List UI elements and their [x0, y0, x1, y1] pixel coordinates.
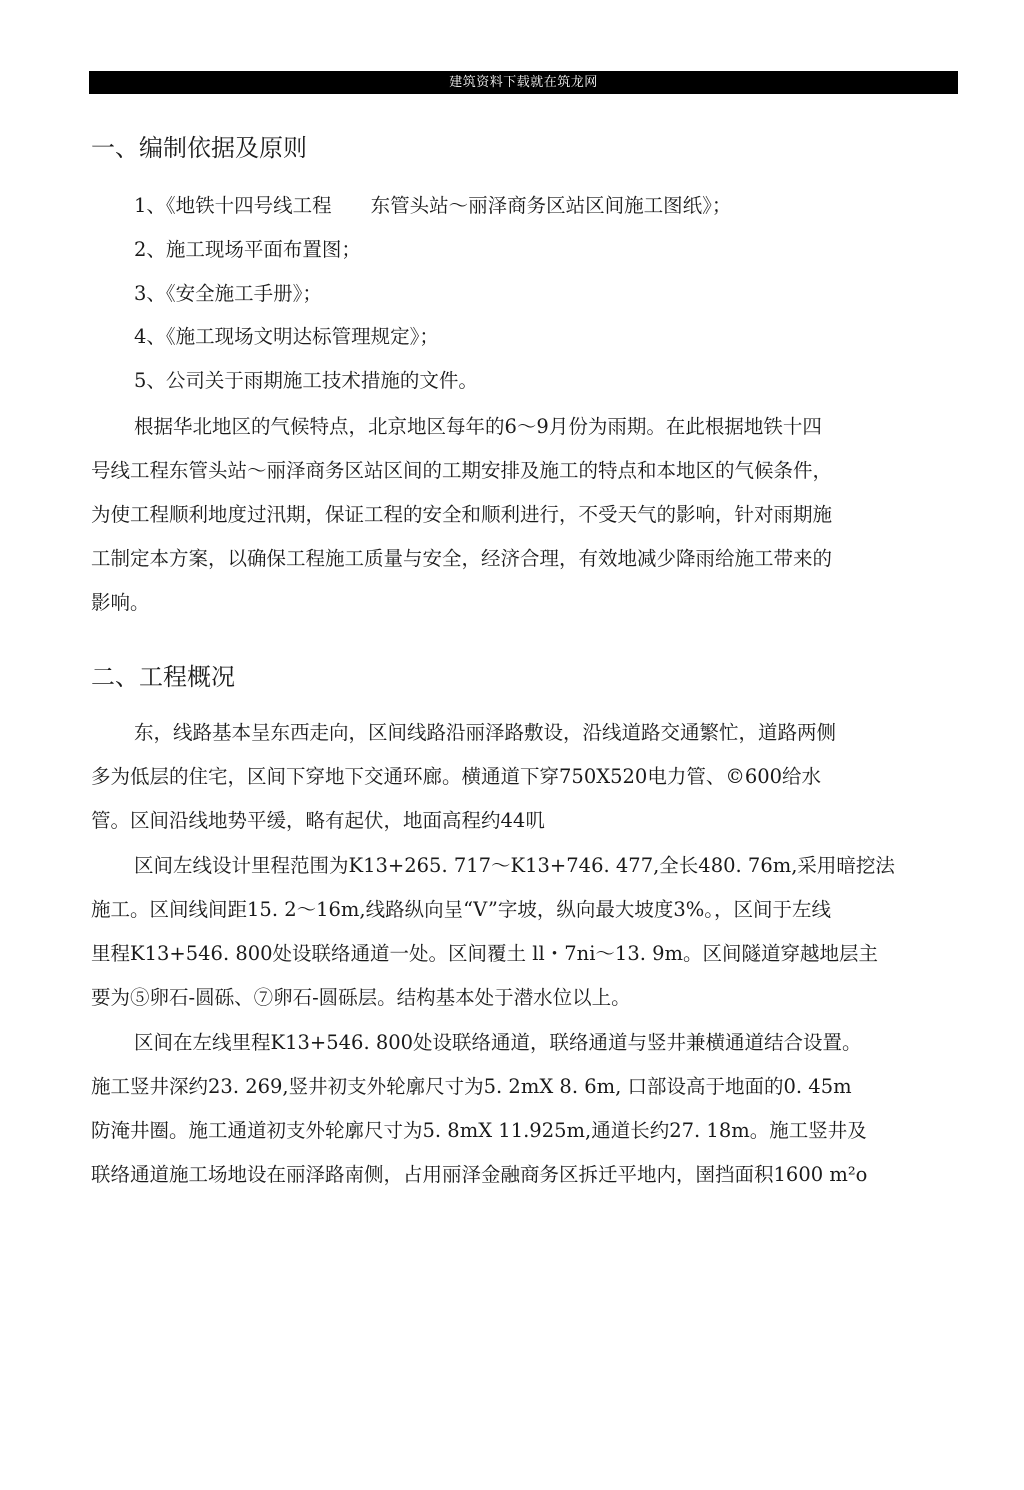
shaft-paragraph-line: 防淹井圈。施工通道初支外轮廓尺寸为5. 8mX 11.925m,通道长约27. 18m。施工竖井及 [91, 1119, 867, 1142]
basis-item-1: 1、《地铁十四号线工程 东管头站～丽泽商务区站区间施工图纸》； [134, 194, 732, 217]
shaft-paragraph-line: 区间在左线里程K13+546. 800处设联络通道，联络通道与竖井兼横通道结合设置。 [134, 1031, 862, 1054]
intro-paragraph-line: 根据华北地区的气候特点，北京地区每年的6～9月份为雨期。在此根据地铁十四 [134, 415, 822, 438]
overview-paragraph-line: 多为低层的住宅，区间下穿地下交通环廊。横通道下穿750X520电力管、©600给水 [91, 765, 822, 788]
intro-paragraph-line: 工制定本方案，以确保工程施工质量与安全，经济合理，有效地减少降雨给施工带来的 [91, 547, 833, 570]
header-banner: 建筑资料下载就在筑龙网 [89, 71, 958, 94]
section-heading-2: 二、工程概况 [91, 663, 235, 691]
basis-item-2: 2、施工现场平面布置图； [134, 238, 361, 261]
mileage-paragraph-line: 要为⑤卵石-圆砾、⑦卵石-圆砾层。结构基本处于潜水位以上。 [91, 986, 631, 1009]
mileage-paragraph-line: 区间左线设计里程范围为K13+265. 717～K13+746. 477,全长480. 76m,采用暗挖法 [134, 854, 895, 877]
basis-item-5: 5、公司关于雨期施工技术措施的文件。 [134, 369, 478, 392]
shaft-paragraph-line: 联络通道施工场地设在丽泽路南侧，占用丽泽金融商务区拆迁平地内，圉挡面积1600 m²o [91, 1163, 868, 1186]
mileage-paragraph-line: 施工。区间线间距15. 2～16m,线路纵向呈“V”字坡，纵向最大坡度3%。，区间于左线 [91, 898, 832, 921]
mileage-paragraph-line: 里程K13+546. 800处设联络通道一处。区间覆土 ll・7ni～13. 9m。区间隧道穿越地层主 [91, 942, 879, 965]
intro-paragraph-line: 影响。 [91, 591, 150, 614]
basis-item-4: 4、《施工现场文明达标管理规定》； [134, 325, 439, 348]
section-heading-1: 一、编制依据及原则 [91, 134, 307, 162]
intro-paragraph-line: 为使工程顺利地度过汛期，保证工程的安全和顺利进行，不受天气的影响，针对雨期施 [91, 503, 833, 526]
basis-item-3: 3、《安全施工手册》； [134, 282, 322, 305]
intro-paragraph-line: 号线工程东管头站～丽泽商务区站区间的工期安排及施工的特点和本地区的气候条件， [91, 459, 833, 482]
overview-paragraph-line: 东，线路基本呈东西走向，区间线路沿丽泽路敷设，沿线道路交通繁忙，道路两侧 [134, 721, 837, 744]
shaft-paragraph-line: 施工竖井深约23. 269,竖井初支外轮廓尺寸为5. 2mX 8. 6m, 口部设高于地面的0. 45m [91, 1075, 852, 1098]
overview-paragraph-line: 管。区间沿线地势平缓，略有起伏，地面高程约44叽 [91, 809, 545, 832]
